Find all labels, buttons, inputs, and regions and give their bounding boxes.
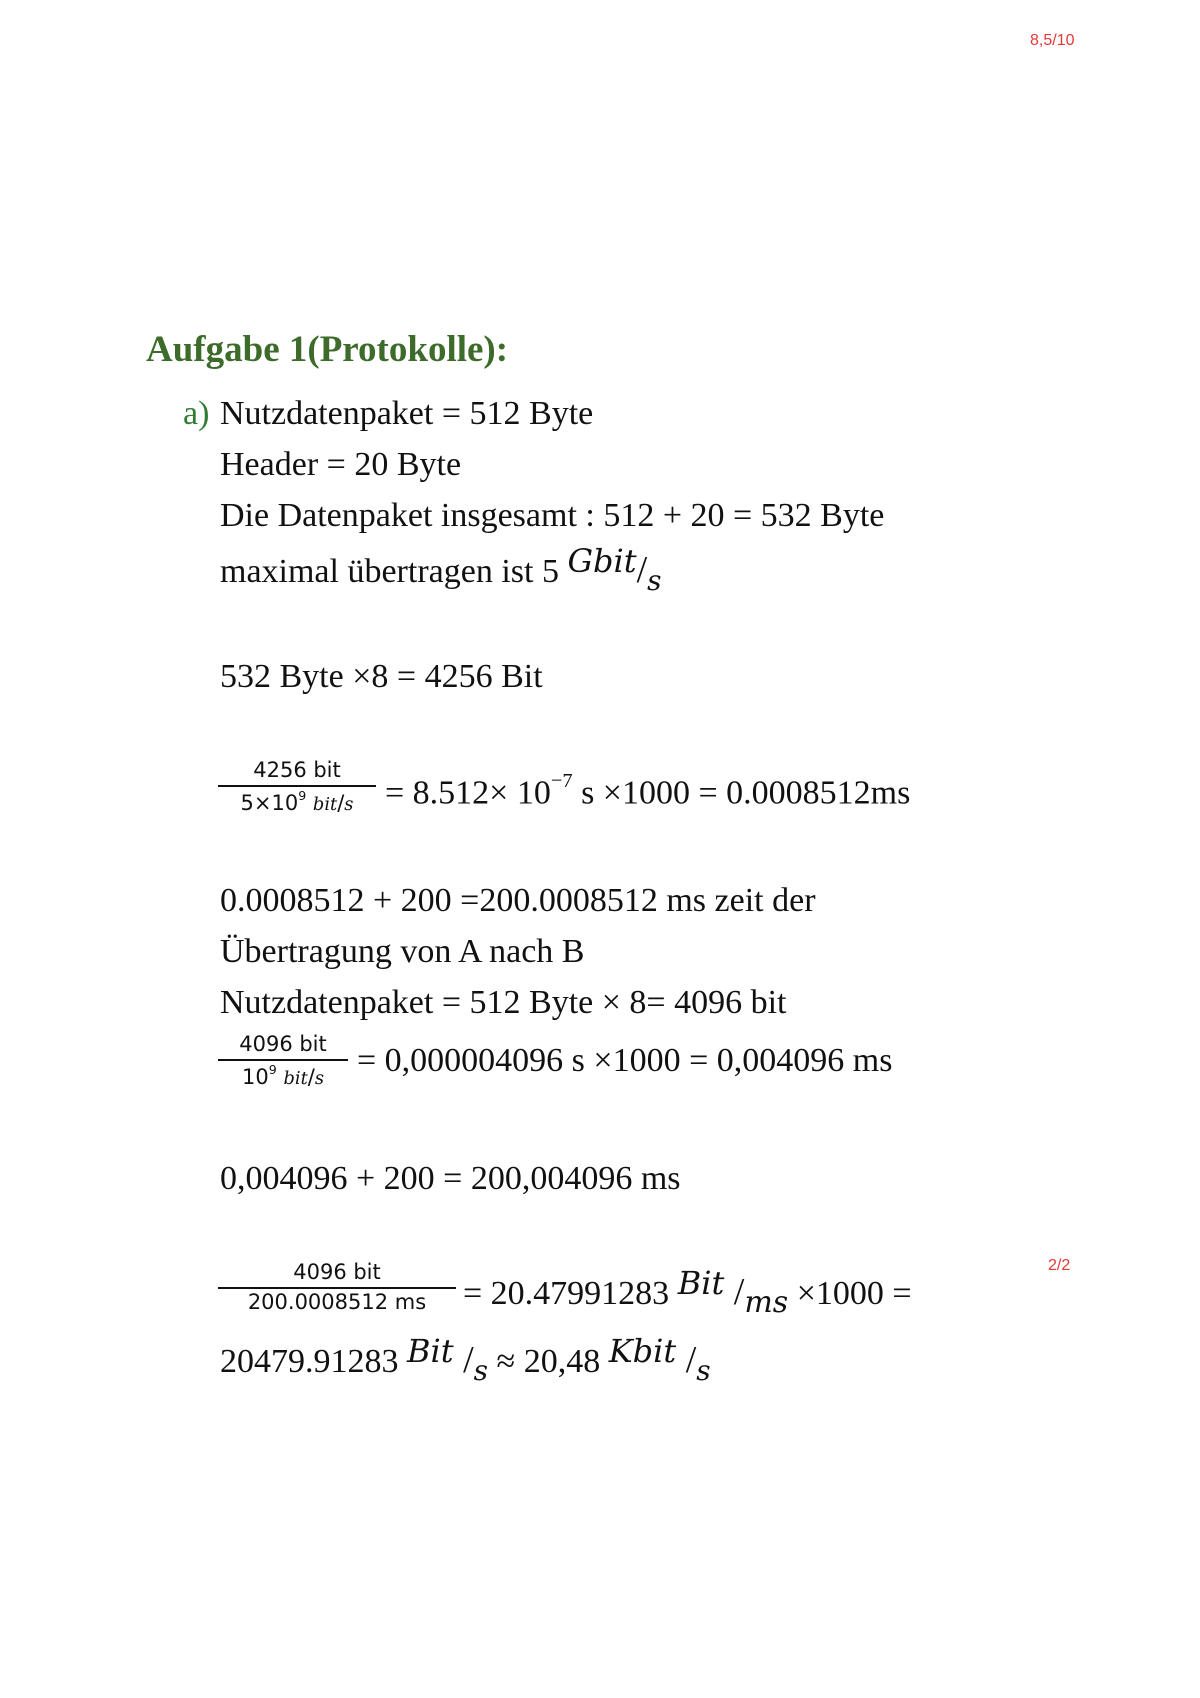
max-rate-unit-top: Gbit — [567, 542, 637, 580]
payload-line: Nutzdatenpaket = 512 Byte — [220, 395, 594, 432]
item-marker-a: a) — [183, 395, 210, 432]
fraction3-numerator: 4096 bit — [293, 1260, 381, 1284]
fraction1-denominator: $5\times 10^9$ bit/s — [240, 788, 354, 816]
task-heading: Aufgabe 1(Protokolle): — [146, 329, 509, 370]
total-packet-line: Die Datenpaket insgesamt : 512 + 20 = 532 Byte — [220, 497, 885, 534]
fraction1-result: = $8.512\times 10^{-7}$ s ×1000 = 0.0008512ms — [385, 770, 911, 812]
fraction1-numerator: 4256 bit — [253, 758, 341, 782]
transfer-line: Übertragung von A nach B — [220, 933, 585, 970]
header-line: Header = 20 Byte — [220, 446, 462, 483]
throughput-result-line: 20479.91283 Bit $/_s \approx 20,48$ Kbit $/_s$ — [220, 1332, 711, 1387]
total-score: 8,5/10 — [1030, 32, 1075, 49]
fraction3-result: = 20.47991283 Bit /ms ×1000 = — [463, 1264, 912, 1320]
total-time-line: 0.0008512 + 200 =200.0008512 ms zeit der — [220, 882, 816, 919]
part-score: 2/2 — [1048, 1257, 1071, 1274]
bit-conversion-line: 532 Byte ×8 = 4256 Bit — [220, 658, 543, 695]
fraction-throughput — [218, 1262, 456, 1313]
payload-total-time-line: 0,004096 + 200 = 200,004096 ms — [220, 1160, 681, 1197]
fraction3-denominator: 200.0008512 ms — [247, 1290, 427, 1314]
payload-bits-line: Nutzdatenpaket = 512 Byte × 8= 4096 bit — [220, 984, 787, 1021]
fraction-payload-time — [218, 1034, 348, 1088]
fraction2-denominator: $10^9$ bit/s — [242, 1062, 324, 1090]
fraction-transmission-time — [218, 760, 376, 814]
fraction2-result: = 0,000004096 s ×1000 = 0,004096 ms — [357, 1042, 893, 1079]
max-rate-unit-bottom: s — [647, 564, 662, 597]
max-rate-line: maximal übertragen ist 5 Gbit/$_s$ — [220, 542, 662, 597]
fraction2-numerator: 4096 bit — [239, 1032, 327, 1056]
max-rate-text: maximal übertragen ist 5 — [220, 553, 568, 590]
